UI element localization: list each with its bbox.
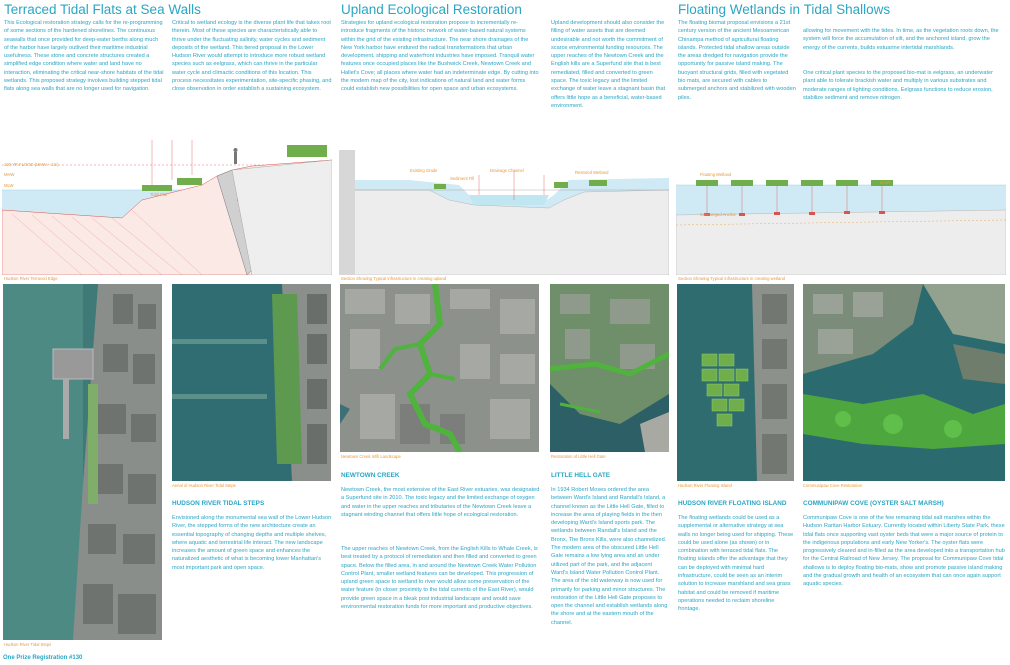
text-newtown-creek-a: Newtown Creek, the most extensive of the East River estuaries, was designated a Superfund site in 2010. The toxic legacy and the limited exchange of oxygen and water in the upper reaches and tributaries of the Newtown Creek leave a stagnant winding channel that offers little hope of ecological restoration. [341,487,540,518]
diagram-label-restored-wetland: Restored Wetland [575,170,609,175]
caption-newtown-infill: Newtown Creek Infill Landscape [341,454,401,459]
photo-communipaw-cove [803,284,1005,481]
text-floating-left: The floating biomat proposal envisions a 21st century version of the ancient Mesoamerican Chinampa method of agricultural floating islands. Protected tidal shallow areas outside the areas dredged for navigation provide the opportunity for passive island making. The buoyant structural grids, filled with vegetated bio mats, are secured with cables to submerged anchors and stabilized with wooden piles. [678,20,796,101]
subtitle-hudson-tidal-steps: HUDSON RIVER TIDAL STEPS [172,500,265,507]
caption-floating-section: Section Showing Typical infrastructure in creating wetland [678,276,785,281]
subtitle-hudson-floating-island: HUDSON RIVER FLOATING ISLAND [678,500,787,507]
diagram-label-drainage: Drainage Channel [490,168,524,173]
diagram-label-mhw: MHW [4,172,15,177]
diagram-label-flood: 100 YR FLOOD (MHW + 1m) [4,162,59,167]
subtitle-little-hell-gate: LITTLE HELL GATE [551,472,611,479]
diagram-label-sediment-fill: Sediment Fill [450,176,475,181]
text-hudson-tidal-steps: Envisioned along the monumental sea wall of the Lower Hudson River, the stepped forms of the new architecture create an essential topography of changing depths and multiple shelves, where aquatic and terrestrial life interact. The new landscape increases the amount of green space and enhances the naturalized aesthetic of what is becoming lower Manhattan's most important park and open space. [172,515,332,571]
caption-little-hell-gate: Restoration of Little Hell Gate [551,454,606,459]
registration-label: One Prize Registration #130 [3,655,83,661]
diagram-terraced-section [2,140,332,275]
diagram-label-existing-grade: Existing Grade [410,168,438,173]
text-terraced-left: This Ecological restoration strategy calls for the re-programming of some sections of the hardened shorelines. The continuous seawalls that once provided for deep-water berths along much of the harbor have largely outlived their maritime industrial usefulness. These stone and concrete structures created a simplified edge condition where water and land have no interaction, eliminating the critical near-shore habitats of the tidal wetlands. This proposed strategy involves building stepped tidal flats along sea walls that are no longer used for navigation. [4,20,164,93]
text-upland-left: Strategies for upland ecological restoration propose to incrementally re-introduce fragments of the historic network of water-based natural systems within the grid of the existing infrastructure. The near shore drainages of the New York harbor have endured the radical transformations that urban development, shipping and waterfront industries have imposed. Tranquil water features once occupied places like the Bushwick Creek, Newtown Creek and Hallet's Cove; all places where water had an indeterminate edge. By cutting into the modern map of the city, lost indications of natural land and water forms could establish new possibilities for open space and urban ecosystems. [341,20,539,93]
photo-aerial-tidal-steps [172,284,331,481]
title-terraced: Terraced Tidal Flats at Sea Walls [4,2,201,17]
text-floating-right2: One critical plant species to the proposed bio-mat is eelgrass, an underwater plant able to tolerate brackish water and multiply in various substrates and moderate ranges of lighting conditions. Eelgrass functions to reduce erosion, stabilize sediment and remove nitrogen. [803,70,993,101]
photo-hudson-tidal-steps [3,284,162,640]
caption-hudson-floating-island: Hudson River Floating Island [678,483,732,488]
photo-little-hell-gate [550,284,669,452]
text-newtown-creek-b: The upper reaches of Newtown Creek, from the English Kills to Whale Creek, is best treated by a protocol of remediation and then filled and converted to green space. Below the filled area, in and around the Newtown Creek Water Pollution Control Plant, smaller wetland features can be developed. This progression of upland green space to wetland to river would allow some preservation of the water feature (in closer proximity to the tidal currents of the East River), would provide green space in a bleak post industrial landscape and would save environmental restoration funds for more important and productive objectives. [341,546,538,611]
caption-photo-tidal-steps: Hudson River Tidal Steps [4,642,52,647]
text-floating-right: allowing for movement with the tides. In time, as the vegetation roots down, the system will force the accumulation of silt, and the anchored island, grow the energy of the currents, builds estuarine intertidal marshlands. [803,28,999,51]
title-upland: Upland Ecological Restoration [341,2,522,17]
caption-aerial-tidal-steps: Aerial of Hudson River Tidal Steps [172,483,236,488]
caption-terraced-section: Hudson River Terraced Edge [4,276,58,281]
text-communipaw-cove: Communipaw Cove is one of the few remaining tidal salt marshes within the Hudson Raritan Harbor Estuary. Currently located within Liberty State Park, these tidal flats once supporting vast oyster beds that were a major source of protein to the indigenous populations and early New Yorker's. The oyster flats were progressively cleared and in-filled as the area developed into a transportation hub for the Central Railroad of New Jersey. The proposal for Communipaw Cove tidal shallows is to deploy floating bio-mats, show and promote passive island making and the gradual growth and health of an ecosystem that can once again support aquatic species. [803,515,1005,588]
diagram-label-mhw-floating: MHW [880,180,891,185]
diagram-label-tidal-flat: Tidal Flat [150,192,168,197]
text-upland-right: Upland development should also consider the filling of water assets that are deemed undesirable and not worth the commitment of scarce environmental funding resources. The upper reaches of the Newtown Creek and the English kills are a Superfund site that is best remediated, filled and converted to green space. The toxic legacy and the limited exchange of water leave a stagnant basin that offers little hope as a beneficial, water-based environment. [551,20,666,109]
diagram-label-mlw: MLW [4,183,14,188]
diagram-label-anchor: Submerged Anchor [700,212,736,217]
title-floating: Floating Wetlands in Tidal Shallows [678,2,891,17]
text-terraced-right: Critical to wetland ecology is the diverse plant life that takes root therein. Most of these species are characteristically able to thrive under the fluctuating salinity, water cycles and sediment deposits of the wetland. This tiered proposal in the Lower Hudson River would attempt to introduce more robust wetland species such as eelgrass, which can thrive in the particular water cycle and climactic conditions of this location. This process necessitates experimentation, site-specific phasing, and close observation in order establish a sustaining ecosystem. [172,20,332,93]
text-hudson-floating-island: The floating wetlands could be used as a supplemental or alternative strategy at sea walls no longer being used for shipping. These could be used alone (as shown) or in combination with terraced tidal flats. The floating islands offer the advantage that they can be deployed with minimal hard infrastructure, could be seen as an interim solution to increase marshland and sea grass habitat and could be removed if maritime operations needed to reclaim shoreline frontage. [678,515,794,613]
diagram-label-floating-wetland: Floating Wetland [700,172,732,177]
photo-newtown-creek [340,284,539,452]
subtitle-newtown-creek: NEWTOWN CREEK [341,472,400,479]
photo-hudson-floating-island [677,284,794,481]
text-little-hell-gate: In 1934 Robert Moses ordered the area between Ward's Island and Randall's Island, a channel known as the Little Hell Gate, filled to increase the area of playing fields in the then developing Ward's Island sports park. The wetlands between Randall's Island and the Bronx, The Bronx Kills, were also channelized. The modern area of the obscured Little Hell Gate remains a low lying area and an under utilized part of the park, and the adjacent Ward's Island Water Pollution Control Plant. The area of the old waterway is now used for primarily for parking and minor structures. The restoration of the Little Hell Gate proposes to open the channel and establish wetlands along the shore and at the eastern mouth of the channel. [551,487,668,626]
subtitle-communipaw-cove: COMMUNIPAW COVE (OYSTER SALT MARSH) [803,500,944,507]
caption-upland-section: Section Showing Typical infrastructure in creating upland [341,276,447,281]
caption-communipaw-cove: Communipaw Cove Restoration [803,483,863,488]
